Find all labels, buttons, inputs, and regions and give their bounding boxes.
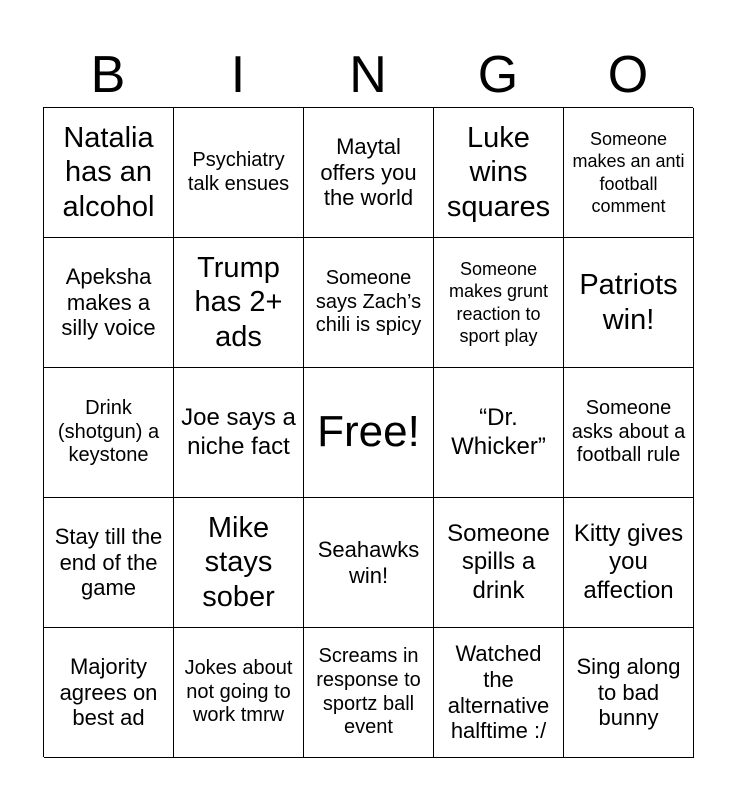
bingo-cell-r2c3[interactable]: Someone says Zach’s chili is spicy [304, 238, 434, 368]
header-letter-o: O [607, 46, 649, 104]
bingo-cell-r2c1[interactable]: Apeksha makes a silly voice [44, 238, 174, 368]
bingo-cell-r5c2[interactable]: Jokes about not going to work tmrw [174, 628, 304, 758]
bingo-cell-r2c4[interactable]: Someone makes grunt reaction to sport play [434, 238, 564, 368]
bingo-cell-free[interactable]: Free! [304, 368, 434, 498]
bingo-cell-r2c2[interactable]: Trump has 2+ ads [174, 238, 304, 368]
bingo-cell-r5c5[interactable]: Sing along to bad bunny [564, 628, 694, 758]
header-letter-i: I [230, 46, 246, 104]
bingo-board [43, 107, 693, 757]
bingo-cell-r5c1[interactable]: Majority agrees on best ad [44, 628, 174, 758]
bingo-cell-r4c3[interactable]: Seahawks win! [304, 498, 434, 628]
bingo-cell-r1c3[interactable]: Maytal offers you the world [304, 108, 434, 238]
bingo-cell-r3c2[interactable]: Joe says a niche fact [174, 368, 304, 498]
bingo-cell-r1c2[interactable]: Psychiatry talk ensues [174, 108, 304, 238]
bingo-cell-r4c2[interactable]: Mike stays sober [174, 498, 304, 628]
bingo-cell-r3c5[interactable]: Someone asks about a football rule [564, 368, 694, 498]
header-letter-g: G [477, 46, 519, 104]
bingo-cell-r1c1[interactable]: Natalia has an alcohol [44, 108, 174, 238]
bingo-cell-r1c4[interactable]: Luke wins squares [434, 108, 564, 238]
header-letter-n: N [349, 46, 387, 104]
bingo-cell-r4c1[interactable]: Stay till the end of the game [44, 498, 174, 628]
bingo-cell-r2c5[interactable]: Patriots win! [564, 238, 694, 368]
bingo-cell-r5c4[interactable]: Watched the alternative halftime :/ [434, 628, 564, 758]
bingo-cell-r3c4[interactable]: “Dr. Whicker” [434, 368, 564, 498]
header-letter-b: B [90, 46, 126, 104]
bingo-cell-r5c3[interactable]: Screams in response to sportz ball event [304, 628, 434, 758]
bingo-cell-r1c5[interactable]: Someone makes an anti football comment [564, 108, 694, 238]
bingo-cell-r4c5[interactable]: Kitty gives you affection [564, 498, 694, 628]
bingo-cell-r4c4[interactable]: Someone spills a drink [434, 498, 564, 628]
bingo-header [43, 44, 693, 106]
bingo-cell-r3c1[interactable]: Drink (shotgun) a keystone [44, 368, 174, 498]
